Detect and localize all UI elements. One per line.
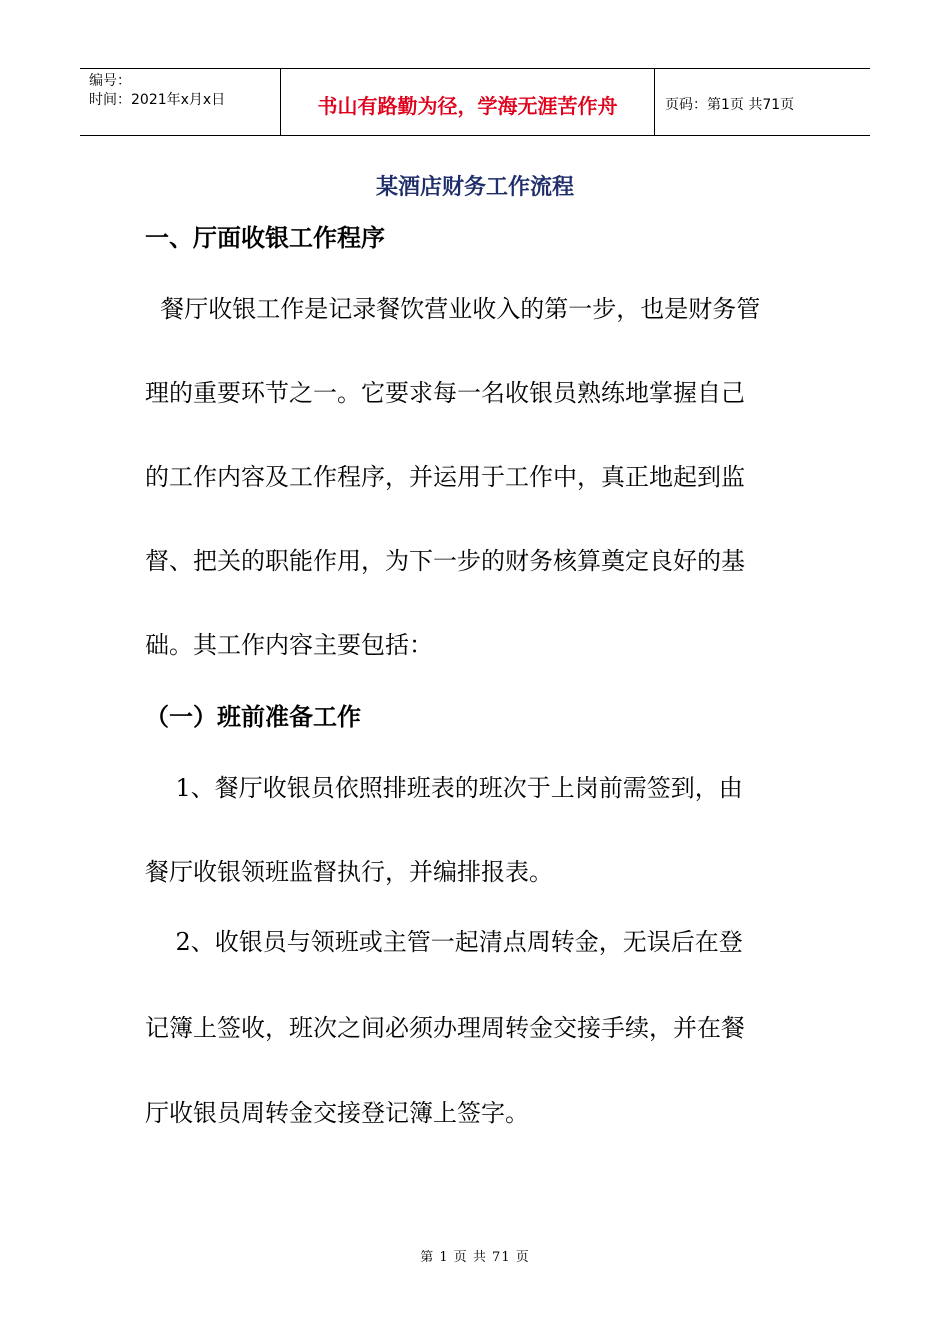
- header-motto: 书山有路勤为径，学海无涯苦作舟: [281, 69, 655, 135]
- intro-line-4: 督、把关的职能作用，为下一步的财务核算奠定良好的基: [145, 547, 745, 575]
- subsection-heading-1: （一）班前准备工作: [145, 703, 361, 731]
- intro-line-1: 餐厅收银工作是记录餐饮营业收入的第一步，也是财务管: [145, 295, 761, 323]
- intro-line-3: 的工作内容及工作程序，并运用于工作中，真正地起到监: [145, 463, 745, 491]
- header-number-label: 编号：: [89, 73, 131, 89]
- intro-line-2: 理的重要环节之一。它要求每一名收银员熟练地掌握自己: [145, 379, 745, 407]
- intro-line-5: 础。其工作内容主要包括：: [145, 631, 433, 659]
- item2-line-3: 厅收银员周转金交接登记簿上签字。: [145, 1099, 529, 1127]
- section-heading-1: 一、厅面收银工作程序: [145, 224, 385, 252]
- document-title: 某酒店财务工作流程: [375, 175, 574, 200]
- page-header: [80, 68, 870, 136]
- header-time-label: 时间：2021年x月x日: [89, 92, 226, 108]
- item2-line-2: 记簿上签收，班次之间必须办理周转金交接手续，并在餐: [145, 1014, 745, 1042]
- page-footer: 第 1 页 共 71 页: [420, 1250, 530, 1265]
- header-page-info: 页码：第1页 共71页: [665, 97, 795, 113]
- header-meta: [80, 69, 281, 135]
- item1-line-2: 餐厅收银领班监督执行，并编排报表。: [145, 858, 553, 886]
- item2-line-1: 2、收银员与领班或主管一起清点周转金，无误后在登: [145, 928, 743, 956]
- item1-line-1: 1、餐厅收银员依照排班表的班次于上岗前需签到，由: [145, 774, 743, 802]
